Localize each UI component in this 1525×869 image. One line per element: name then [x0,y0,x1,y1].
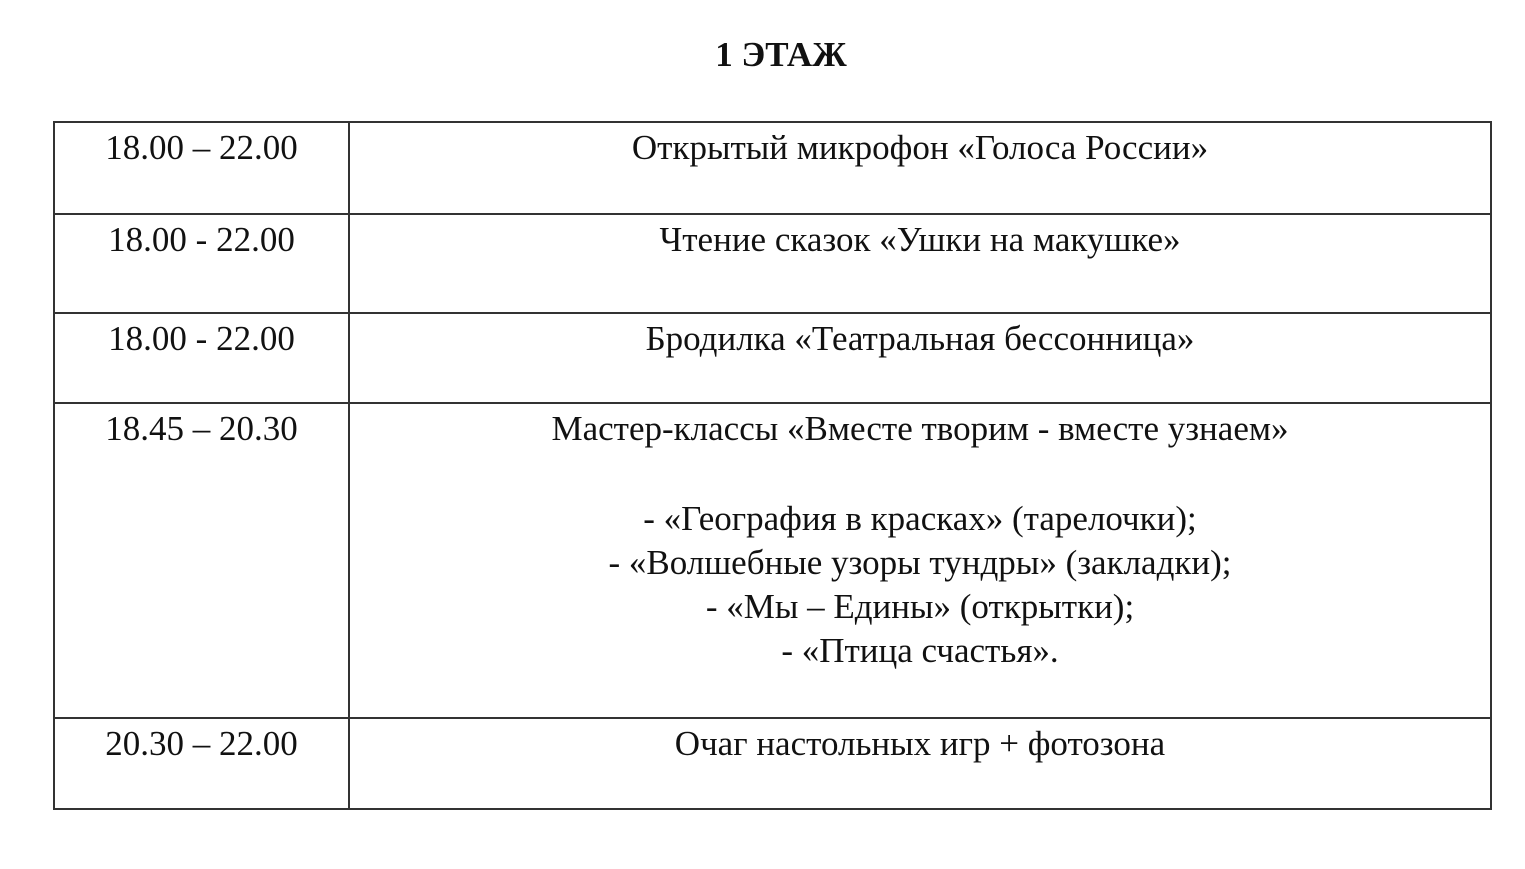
time-cell: 20.30 – 22.00 [54,718,349,809]
event-cell: Чтение сказок «Ушки на макушке» [349,214,1491,313]
table-row [54,313,1491,403]
time-cell: 18.00 - 22.00 [54,313,349,403]
table-row [54,403,1491,718]
workshop-item: - «Мы – Едины» (открытки); [705,587,1135,626]
table-row [54,718,1491,809]
schedule-table [53,121,1492,810]
workshop-item: - «География в красках» (тарелочки); [643,499,1197,538]
event-title: Мастер-классы «Вместе творим - вместе узнаем» [551,409,1289,448]
table-row [54,214,1491,313]
event-cell: Открытый микрофон «Голоса России» [349,122,1491,214]
table-row [54,122,1491,214]
event-cell: Очаг настольных игр + фотозона [349,718,1491,809]
workshop-item: - «Волшебные узоры тундры» (закладки); [608,543,1232,582]
workshop-list [356,497,1484,673]
page-title: 1 ЭТАЖ [715,35,847,74]
time-cell: 18.00 – 22.00 [54,122,349,214]
time-cell: 18.00 - 22.00 [54,214,349,313]
workshop-item: - «Птица счастья». [781,631,1059,670]
event-cell [349,403,1491,718]
time-cell: 18.45 – 20.30 [54,403,349,718]
event-cell: Бродилка «Театральная бессонница» [349,313,1491,403]
